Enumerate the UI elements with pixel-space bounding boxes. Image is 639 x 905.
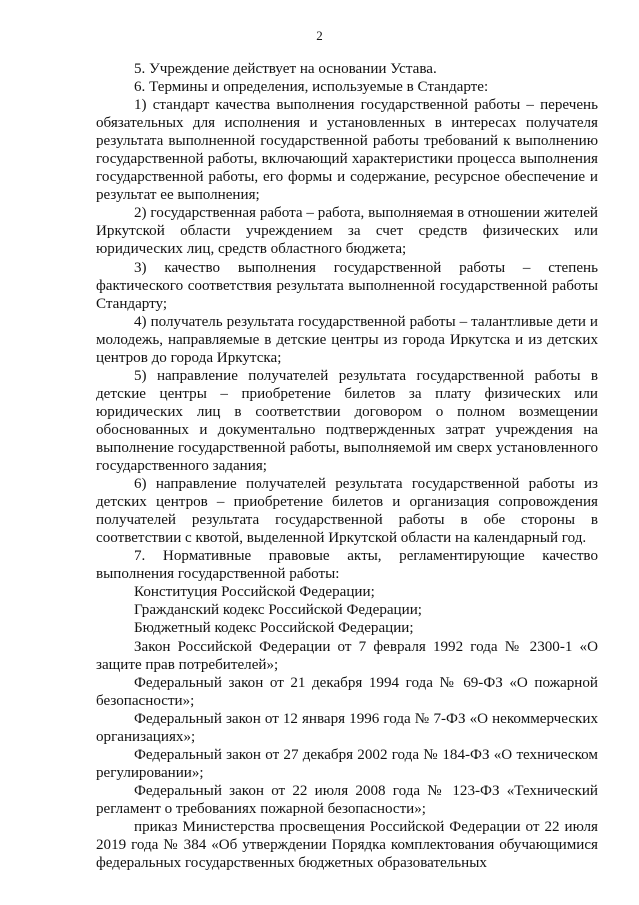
legal-act-technical-regulation: Федеральный закон от 27 декабря 2002 года № 184-ФЗ «О техническом регулировании»; <box>96 746 598 781</box>
paragraph-item-7: 7. Нормативные правовые акты, регламентирующие качество выполнения государственной работы: <box>96 548 598 583</box>
document-body <box>96 60 598 872</box>
legal-act-civil-code: Гражданский кодекс Российской Федерации; <box>134 602 422 619</box>
definition-1: 1) стандарт качества выполнения государственной работы – перечень обязательных для исполнения и установленных в интересах получателя результата выполненной государственной работы требований к выполнению государственной работы, включающий характеристики процесса выполнения государственной работы, его формы и содержание, ресурсное обеспечение и результат ее выполнения; <box>96 97 598 204</box>
legal-act-nonprofit: Федеральный закон от 12 января 1996 года № 7-ФЗ «О некоммерческих организациях»; <box>96 710 598 745</box>
definition-5: 5) направление получателей результата государственной работы в детские центры – приобретение билетов за плату физических или юридических лиц в соответствии договором о полном возмещении обоснованных и документально подтвержденных затрат учреждения на выполнение государственной работы, выполняемой им сверх установленного государственного задания; <box>96 367 598 475</box>
definition-2: 2) государственная работа – работа, выполняемая в отношении жителей Иркутской области учреждением за счет средств физических или юридических лиц, средств областного бюджета; <box>96 205 598 258</box>
definition-6: 6) направление получателей результата государственной работы из детских центров – приобретение билетов и организация сопровождения получателей результата государственной работы в обе стороны в соответствии с квотой, выделенной Иркутской области на календарный год. <box>96 476 598 547</box>
paragraph-item-6: 6. Термины и определения, используемые в Стандарте: <box>134 79 489 96</box>
legal-act-fire-safety: Федеральный закон от 21 декабря 1994 года № 69-ФЗ «О пожарной безопасности»; <box>96 674 598 709</box>
page-number: 2 <box>316 28 323 43</box>
legal-act-order-384: приказ Министерства просвещения Российской Федерации от 22 июля 2019 года № 384 «Об утверждении Порядка комплектования обучающимися федеральных государственных бюджетных образовательных <box>96 818 598 872</box>
legal-act-budget-code: Бюджетный кодекс Российской Федерации; <box>134 620 414 637</box>
paragraph-item-5: 5. Учреждение действует на основании Устава. <box>134 61 437 77</box>
legal-act-consumer-rights: Закон Российской Федерации от 7 февраля 1992 года № 2300-1 «О защите прав потребителей»; <box>96 638 598 673</box>
legal-act-constitution: Конституция Российской Федерации; <box>134 584 375 601</box>
definition-3: 3) качество выполнения государственной работы – степень фактического соответствия результата выполненной государственной работы Стандарту; <box>96 259 598 312</box>
definition-4: 4) получатель результата государственной работы – талантливые дети и молодежь, направляемые в детские центры из города Иркутска и из детских центров до города Иркутска; <box>96 313 598 366</box>
legal-act-fire-regulation: Федеральный закон от 22 июля 2008 года № 123-ФЗ «Технический регламент о требованиях пожарной безопасности»; <box>96 782 598 817</box>
